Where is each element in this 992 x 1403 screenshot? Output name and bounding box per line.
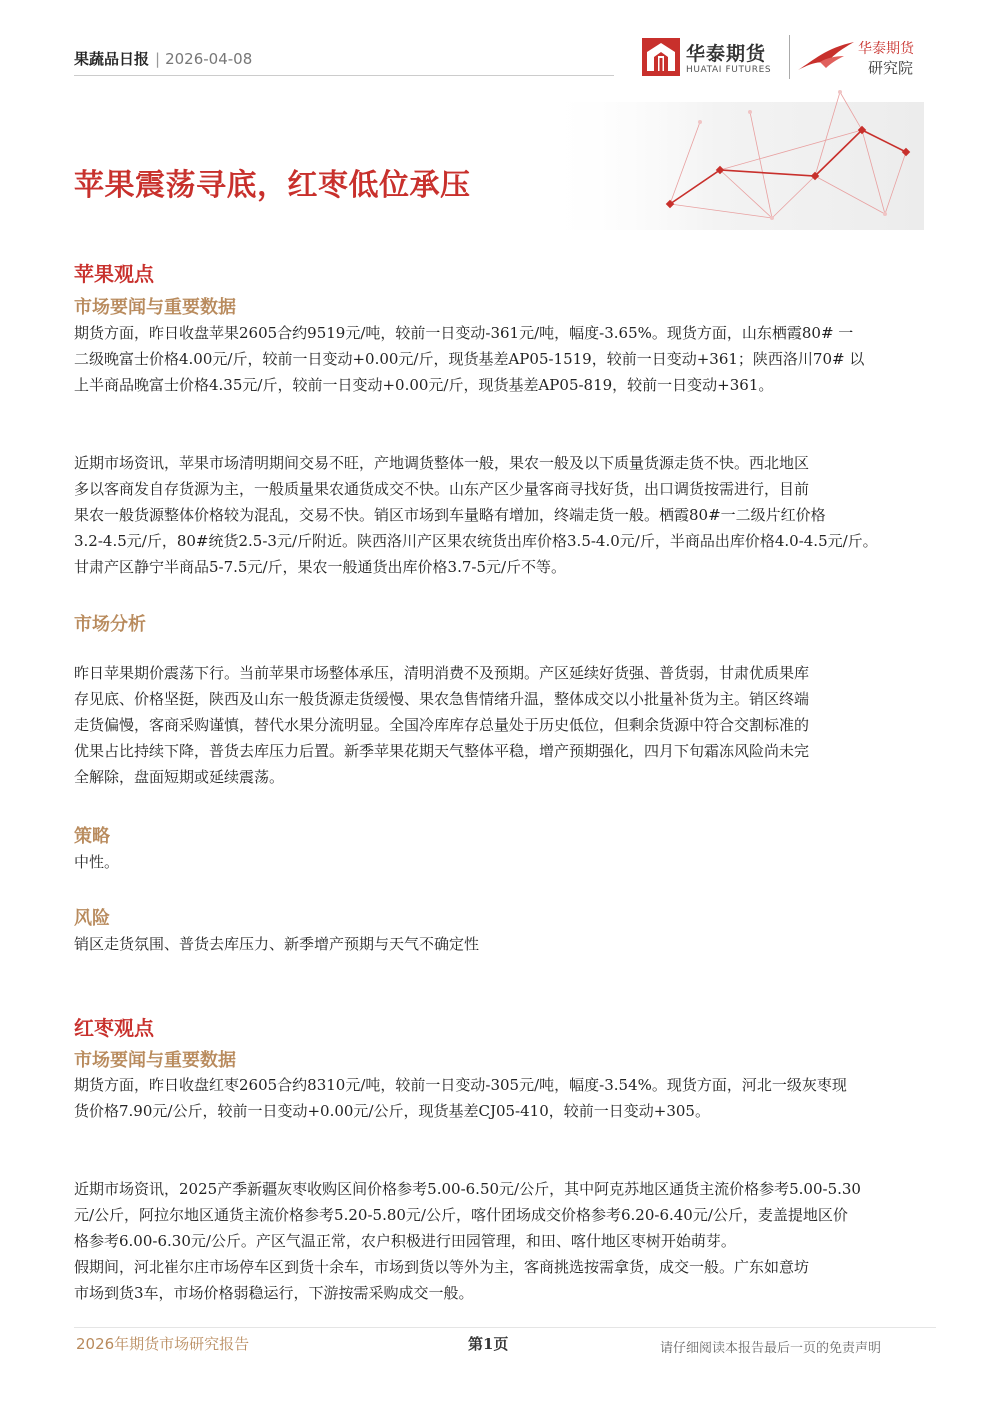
text-line: 存见底、价格坚挺，陕西及山东一般货源走货缓慢、果农急售情绪升温，整体成交以小批量补货为主。销区终端 (74, 690, 810, 708)
text-line: 走货偏慢，客商采购谨慎，替代水果分流明显。全国冷库库存总量处于历史低位，但剩余货源中符合交割标准的 (74, 716, 810, 734)
logo-divider (789, 35, 790, 79)
apple-analysis-paragraph (74, 660, 938, 790)
apple-news-heading: 市场要闻与重要数据 (74, 297, 236, 318)
text-line: 3.2-4.5元/斤，80#统货2.5-3元/斤附近。陕西洛川产区果农统货出库价格3.5-4.0元/斤，半商品出库价格4.0-4.5元/斤。 (74, 532, 878, 550)
text-line: 市场到货3车，市场价格弱稳运行，下游按需采购成交一般。 (74, 1284, 474, 1302)
header-separator: | (155, 50, 161, 68)
text-line: 期货方面，昨日收盘苹果2605合约9519元/吨，较前一日变动-361元/吨，幅度-3.65%。现货方面，山东栖霞80# 一 (74, 324, 854, 342)
footer-report-label: 2026年期货市场研究报告 (76, 1335, 250, 1353)
text-line: 货价格7.90元/公斤，较前一日变动+0.00元/公斤，现货基差CJ05-410，较前一日变动+305。 (74, 1102, 710, 1120)
page-title: 苹果震荡寻底，红枣低位承压 (74, 168, 471, 203)
text-line: 假期间，河北崔尔庄市场停车区到货十余车，市场到货以等外为主，客商挑选按需拿货，成交一般。广东如意坊 (74, 1258, 810, 1276)
text-line: 甘肃产区静宁半商品5-7.5元/斤，果农一般通货出库价格3.7-5元/斤不等。 (74, 558, 567, 576)
institute-name-line2: 研究院 (868, 59, 914, 77)
huatai-logo (642, 38, 942, 82)
text-line: 多以客商发自存货源为主，一般质量果农通货成交不快。山东产区少量客商寻找好货，出口调货按需进行，目前 (74, 480, 810, 498)
apple-analysis-heading: 市场分析 (74, 614, 146, 635)
apple-risk-text (74, 931, 938, 957)
text-line: 优果占比持续下降，普货去库压力后置。新季苹果花期天气整体平稳，增产预期强化，四月下旬霜冻风险尚未完 (74, 742, 810, 760)
text-line: 果农一般货源整体价格较为混乱，交易不快。销区市场到车量略有增加，终端走货一般。栖霞80#一二级片红价格 (74, 506, 826, 524)
text-line: 二级晚富士价格4.00元/斤，较前一日变动+0.00元/斤，现货基差AP05-1519，较前一日变动+361；陕西洛川70# 以 (74, 350, 865, 368)
apple-section-heading: 苹果观点 (74, 262, 154, 286)
logo-name-en: HUATAI FUTURES (686, 65, 772, 75)
institute-bird-icon (796, 40, 856, 74)
text-line: 上半商品晚富士价格4.35元/斤，较前一日变动+0.00元/斤，现货基差AP05-819，较前一日变动+361。 (74, 376, 774, 394)
jujube-news-paragraph-1 (74, 1072, 938, 1124)
jujube-news-heading: 市场要闻与重要数据 (74, 1050, 236, 1071)
text-line: 全解除，盘面短期或延续震荡。 (74, 768, 285, 786)
apple-news-paragraph-2 (74, 450, 938, 580)
huatai-logo-icon (642, 38, 680, 76)
apple-strategy-heading: 策略 (74, 826, 110, 847)
apple-strategy-text (74, 849, 938, 875)
jujube-news-paragraph-2 (74, 1176, 938, 1306)
text-line: 中性。 (74, 853, 120, 871)
jujube-section-heading: 红枣观点 (74, 1016, 154, 1040)
logo-name-cn: 华泰期货 (686, 43, 767, 65)
apple-risk-heading: 风险 (74, 908, 110, 929)
text-line: 销区走货氛围、普货去库压力、新季增产预期与天气不确定性 (74, 935, 480, 953)
text-line: 近期市场资讯，2025产季新疆灰枣收购区间价格参考5.00-6.50元/公斤，其中阿克苏地区通货主流价格参考5.00-5.30 (74, 1180, 861, 1198)
text-line: 昨日苹果期价震荡下行。当前苹果市场整体承压，清明消费不及预期。产区延续好货强、普货弱，甘肃优质果库 (74, 664, 810, 682)
title-banner-graphic (540, 82, 924, 230)
report-header (74, 48, 252, 69)
page-number: 第1页 (468, 1335, 509, 1353)
text-line: 期货方面，昨日收盘红枣2605合约8310元/吨，较前一日变动-305元/吨，幅度-3.54%。现货方面，河北一级灰枣现 (74, 1076, 847, 1094)
footer-disclaimer: 请仔细阅读本报告最后一页的免责声明 (660, 1341, 882, 1356)
text-line: 格参考6.00-6.30元/公斤。产区气温正常，农户积极进行田园管理，和田、喀什地区枣树开始萌芽。 (74, 1232, 736, 1250)
text-line: 元/公斤，阿拉尔地区通货主流价格参考5.20-5.80元/公斤，喀什团场成交价格参考6.20-6.40元/公斤，麦盖提地区价 (74, 1206, 848, 1224)
text-line: 近期市场资讯，苹果市场清明期间交易不旺，产地调货整体一般，果农一般及以下质量货源走货不快。西北地区 (74, 454, 810, 472)
institute-name-line1: 华泰期货 (858, 41, 914, 57)
report-type: 果蔬品日报 (74, 50, 150, 68)
footer-divider (74, 1327, 936, 1328)
report-date: 2026-04-08 (165, 50, 253, 68)
header-divider (74, 75, 614, 76)
apple-news-paragraph-1 (74, 320, 938, 398)
